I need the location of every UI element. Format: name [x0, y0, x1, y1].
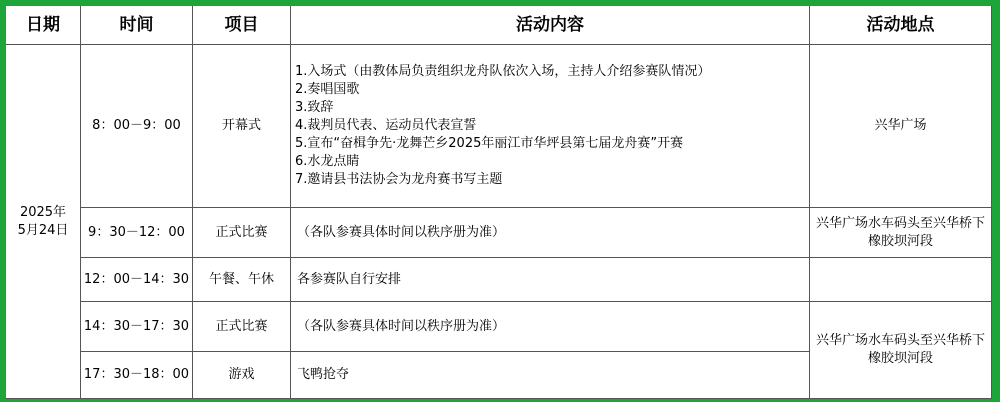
row1-item[interactable]: 开幕式 [193, 45, 291, 208]
content-line-6: 6.水龙点睛 [295, 154, 360, 169]
row3-location[interactable] [810, 258, 992, 302]
content-line-4: 4.裁判员代表、运动员代表宣誓 [295, 118, 477, 133]
row2-time[interactable]: 9：30－12：00 [81, 208, 193, 258]
row1-time[interactable]: 8：00－9：00 [81, 45, 193, 208]
merged-location[interactable]: 兴华广场水车码头至兴华桥下橡胶坝河段 [810, 302, 992, 399]
row2-item[interactable]: 正式比赛 [193, 208, 291, 258]
header-content[interactable]: 活动内容 [291, 6, 810, 45]
row3-item[interactable]: 午餐、午休 [193, 258, 291, 302]
row1-location[interactable]: 兴华广场 [810, 45, 992, 208]
header-time[interactable]: 时间 [81, 6, 193, 45]
row2-content[interactable]: （各队参赛具体时间以秩序册为准） [291, 208, 810, 258]
content-line-2: 2.奏唱国歌 [295, 82, 360, 97]
selection-border-right [992, 0, 1000, 402]
row1-content[interactable] [291, 45, 810, 208]
row2-location[interactable]: 兴华广场水车码头至兴华桥下橡胶坝河段 [810, 208, 992, 258]
header-location[interactable]: 活动地点 [810, 6, 992, 45]
content-line-5: 5.宣布“奋楫争先·龙舞芒乡2025年丽江市华坪县第七届龙舟赛”开赛 [295, 136, 684, 151]
header-item[interactable]: 项目 [193, 6, 291, 45]
row5-item[interactable]: 游戏 [193, 352, 291, 399]
row3-time[interactable]: 12：00－14：30 [81, 258, 193, 302]
row3-content[interactable]: 各参赛队自行安排 [291, 258, 810, 302]
content-line-1: 1.入场式（由教体局负责组织龙舟队依次入场，主持人介绍参赛队情况） [295, 64, 711, 79]
content-line-3: 3.致辞 [295, 100, 334, 115]
header-date[interactable]: 日期 [6, 6, 81, 45]
row4-time[interactable]: 14：30－17：30 [81, 302, 193, 352]
content-line-7: 7.邀请县书法协会为龙舟赛书写主题 [295, 172, 503, 187]
row4-content[interactable]: （各队参赛具体时间以秩序册为准） [291, 302, 810, 352]
date-cell[interactable]: 2025年 5月24日 [6, 45, 81, 399]
row5-content[interactable]: 飞鸭抢夺 [291, 352, 810, 399]
row4-item[interactable]: 正式比赛 [193, 302, 291, 352]
row5-time[interactable]: 17：30－18：00 [81, 352, 193, 399]
